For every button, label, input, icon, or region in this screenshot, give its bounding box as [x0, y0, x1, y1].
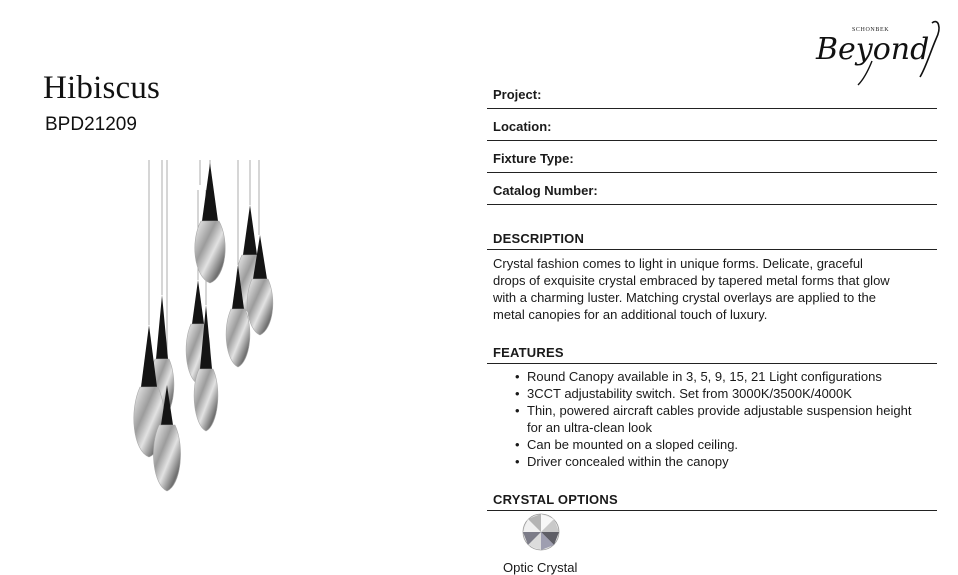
features-heading-text: FEATURES — [493, 345, 564, 360]
description-line: metal canopies for an additional touch of luxury. — [493, 307, 768, 322]
spec-row-catalog-number — [487, 173, 937, 205]
brand-name: Beyond — [816, 32, 930, 67]
spec-label: Project: — [493, 87, 542, 102]
spec-row-project — [487, 77, 937, 109]
feature-item: • Thin, powered aircraft cables provide adjustable suspension height for an ultra-clean look — [510, 402, 920, 436]
product-sku: BPD21209 — [45, 114, 137, 135]
product-photo — [115, 155, 300, 495]
spec-label: Catalog Number: — [493, 183, 598, 198]
description-text — [493, 255, 923, 323]
feature-item: • 3CCT adjustability switch. Set from 3000K/3500K/4000K — [510, 385, 920, 402]
spec-table — [487, 77, 937, 205]
spec-label: Location: — [493, 119, 552, 134]
description-heading — [487, 230, 937, 250]
crystal-options-heading — [487, 491, 937, 511]
features-heading — [487, 344, 937, 364]
spec-row-location — [487, 109, 937, 141]
optic-crystal-label: Optic Crystal — [503, 560, 578, 575]
feature-item: • Can be mounted on a sloped ceiling. — [510, 436, 920, 453]
optic-crystal-swatch — [521, 512, 561, 552]
product-name: Hibiscus — [43, 70, 161, 106]
spec-row-fixture-type — [487, 141, 937, 173]
brand-top: SCHONBEK — [852, 27, 890, 33]
description-heading-text: DESCRIPTION — [493, 231, 585, 246]
description-line: with a charming luster. Matching crystal overlays are applied to the — [493, 290, 876, 305]
description-line: drops of exquisite crystal embraced by tapered metal forms that glow — [493, 273, 890, 288]
features-list — [510, 368, 920, 470]
feature-item: • Driver concealed within the canopy — [510, 453, 920, 470]
crystal-options-heading-text: CRYSTAL OPTIONS — [493, 492, 618, 507]
spec-label: Fixture Type: — [493, 151, 574, 166]
feature-item: • Round Canopy available in 3, 5, 9, 15, 21 Light configurations — [510, 368, 920, 385]
description-line: Crystal fashion comes to light in unique forms. Delicate, graceful — [493, 256, 863, 271]
